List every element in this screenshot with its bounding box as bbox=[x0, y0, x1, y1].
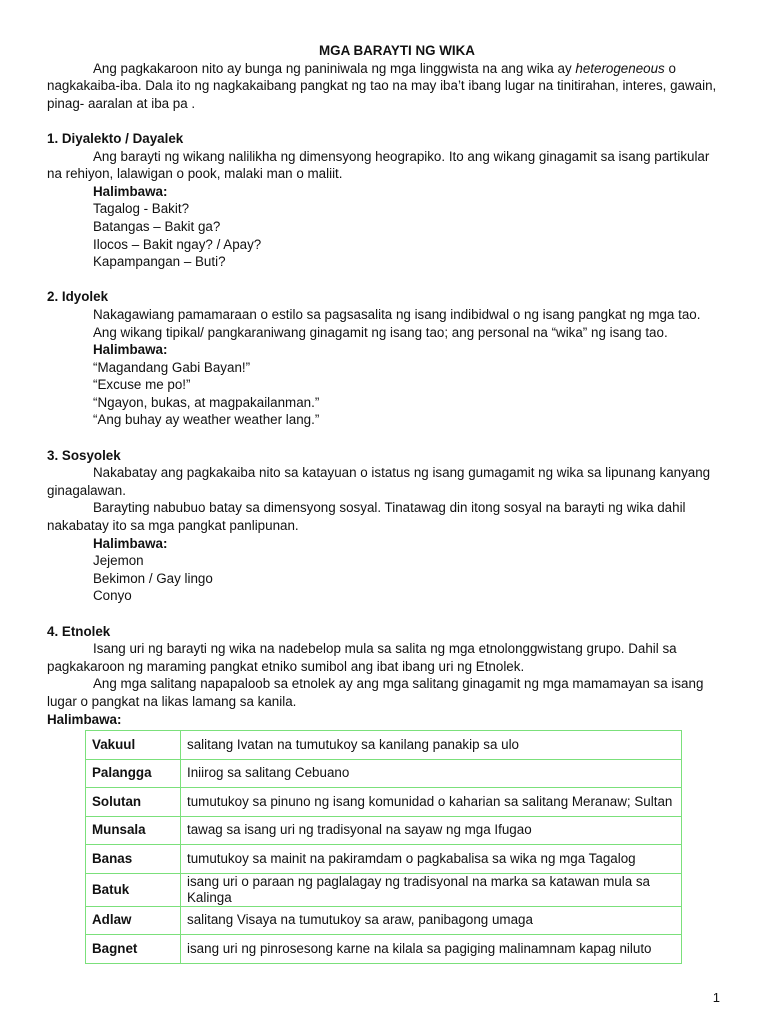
section-paragraph: Nakabatay ang pagkakaiba nito sa katayuan o istatus ng isang gumagamit ng wika sa lipunang kanyang ginagalawan. bbox=[47, 465, 711, 498]
example-item: “Ang buhay ay weather weather lang.” bbox=[93, 412, 320, 428]
intro-paragraph bbox=[47, 60, 727, 113]
table-row bbox=[86, 788, 682, 817]
example-item: “Magandang Gabi Bayan!” bbox=[93, 359, 251, 375]
page-number: 1 bbox=[712, 990, 720, 1005]
term-cell: Adlaw bbox=[86, 906, 181, 935]
example-item: Ilocos – Bakit ngay? / Apay? bbox=[93, 236, 262, 252]
definition-cell: isang uri ng pinrosesong karne na kilala sa pagiging malinamnam kapag niluto bbox=[181, 935, 682, 964]
section-heading: 4. Etnolek bbox=[47, 623, 111, 639]
term-cell: Palangga bbox=[86, 759, 181, 788]
example-item: Bekimon / Gay lingo bbox=[93, 570, 213, 586]
definition-cell: tawag sa isang uri ng tradisyonal na sayaw ng mga Ifugao bbox=[181, 816, 682, 845]
example-item: Batangas – Bakit ga? bbox=[93, 218, 221, 234]
definition-cell: isang uri o paraan ng paglalagay ng tradisyonal na marka sa katawan mula sa Kalinga bbox=[181, 873, 682, 906]
section-heading: 3. Sosyolek bbox=[47, 447, 121, 463]
example-label: Halimbawa: bbox=[47, 711, 122, 727]
intro-text: Ang pagkakaroon nito ay bunga ng paniniwala ng mga linggwista na ang wika ay bbox=[93, 60, 576, 76]
term-cell: Banas bbox=[86, 845, 181, 874]
definition-cell: salitang Visaya na tumutukoy sa araw, panibagong umaga bbox=[181, 906, 682, 935]
table-row bbox=[86, 935, 682, 964]
example-label: Halimbawa: bbox=[93, 535, 168, 551]
document-page bbox=[47, 42, 727, 964]
term-cell: Batuk bbox=[86, 873, 181, 906]
page-title: MGA BARAYTI NG WIKA bbox=[319, 43, 475, 58]
section-paragraph: Nakagawiang pamamaraan o estilo sa pagsasalita ng isang indibidwal o ng isang pangkat ng mga tao. bbox=[93, 306, 701, 322]
definition-cell: tumutukoy sa pinuno ng isang komunidad o kaharian sa salitang Meranaw; Sultan bbox=[181, 788, 682, 817]
term-cell: Vakuul bbox=[86, 731, 181, 760]
table-row bbox=[86, 906, 682, 935]
example-label: Halimbawa: bbox=[93, 183, 168, 199]
intro-text-end: o nagkakaiba-iba. Dala ito ng nagkakaibang pangkat ng tao na may iba’t ibang lugar na tinitirahan, interes, gawain, pinag- aaralan at iba pa . bbox=[47, 60, 717, 111]
section-paragraph: Ang mga salitang napapaloob sa etnolek ay ang mga salitang ginagamit ng mga mamamayan sa isang lugar o pangkat na likas lamang sa kanila. bbox=[47, 676, 704, 709]
example-item: Kapampangan – Buti? bbox=[93, 254, 226, 270]
section-paragraph: Barayting nabubuo batay sa dimensyong sosyal. Tinatawag din itong sosyal na barayti ng wika dahil nakabatay ito sa mga pangkat panlipunan. bbox=[47, 500, 686, 534]
table-row bbox=[86, 873, 682, 906]
example-item: Jejemon bbox=[93, 553, 144, 569]
table-row bbox=[86, 816, 682, 845]
section-heading: 2. Idyolek bbox=[47, 289, 109, 305]
table-row bbox=[86, 845, 682, 874]
section-paragraph: Ang wikang tipikal/ pangkaraniwang ginagamit ng isang tao; ang personal na “wika” ng isang tao. bbox=[93, 324, 668, 340]
example-item: “Excuse me po!” bbox=[93, 377, 191, 393]
definition-cell: Iniirog sa salitang Cebuano bbox=[181, 759, 682, 788]
section-heading: 1. Diyalekto / Dayalek bbox=[47, 130, 184, 146]
etnolek-table bbox=[85, 730, 682, 964]
example-label: Halimbawa: bbox=[93, 342, 168, 358]
intro-italic-term: heterogeneous bbox=[575, 60, 665, 76]
definition-cell: salitang Ivatan na tumutukoy sa kanilang panakip sa ulo bbox=[181, 731, 682, 760]
section-paragraph: Isang uri ng barayti ng wika na nadebelop mula sa salita ng mga etnolonggwistang grupo. Dahil sa pagkakaroon ng maraming pangkat etniko sumibol ang ibat ibang uri ng Etnolek. bbox=[47, 641, 677, 674]
table-row bbox=[86, 759, 682, 788]
example-item: “Ngayon, bukas, at magpakailanman.” bbox=[93, 394, 320, 410]
section-paragraph: Ang barayti ng wikang nalilikha ng dimensyong heograpiko. Ito ang wikang ginagamit sa isang partikular na rehiyon, lalawigan o pook, malaki man o maliit. bbox=[47, 148, 710, 182]
table-row bbox=[86, 731, 682, 760]
term-cell: Munsala bbox=[86, 816, 181, 845]
example-item: Tagalog - Bakit? bbox=[93, 201, 190, 217]
term-cell: Bagnet bbox=[86, 935, 181, 964]
definition-cell: tumutukoy sa mainit na pakiramdam o pagkabalisa sa wika ng mga Tagalog bbox=[181, 845, 682, 874]
term-cell: Solutan bbox=[86, 788, 181, 817]
example-item: Conyo bbox=[93, 588, 132, 604]
